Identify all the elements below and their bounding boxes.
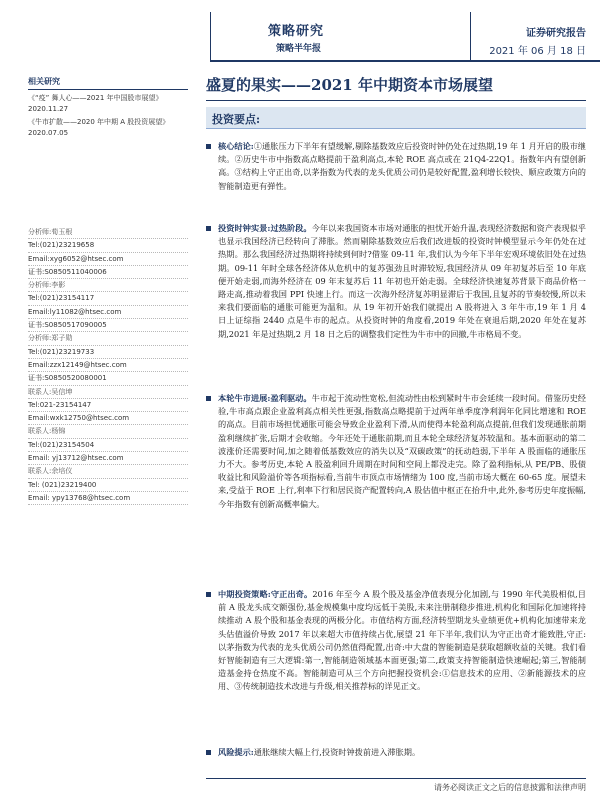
key-points-bar	[206, 107, 586, 129]
analyst-cert: 证书:S0850511040006	[28, 266, 188, 279]
analyst-cert: 证书:S0850520080001	[28, 372, 188, 385]
bullet-text: 牛市起于流动性宽松,但流动性由松到紧时牛市会延续一段时间。借鉴历史经验,牛市高点跟企业盈利高点相关性更强,指数高点略提前于过两年单季度净利润年化同比增速和 ROE 的高点。目前市场担忧通胀可能会导致企业盈利下滑,从而使得本轮盈利高点提前,但我们发现通胀前期盈利继续扩张,后期才会收缩。今年还处于通胀前期,而且本轮全球经济复苏较温和。基本面驱动的第二波涨价还需要时间,加之随着低基数效应的消失以及“双碳政策”的抚动趋弱,下半年 A 股面临的通胀压力不大。参考历史,本轮 A 股盈利回升周期在时间和空间上都没走完。除了盈利指标,从 PE/PB、股债收益比和风险溢价等各项指标看,当前牛市顶点市场情绪为 100 度,当前市场大概在 60-65 度。展望未来,受益于 ROE 上行,利率下行和居民资产配置转向,A 股估值中枢正在抬升中,此外,参考历史年度振幅,今年指数有创新高概率偏大。	[218, 393, 586, 509]
analyst-name: 分析师:李影	[28, 279, 188, 292]
bullet-square-icon	[206, 144, 211, 149]
bullet-text: 今年以来我国资本市场对通胀的担忧开始升温,表现经济数据和资产表现似乎也显示我国经济已经转向了滞胀。然而剔除基数效应后我们改进版的投资时钟模型显示今年仍处在过热期。那么我国经济过热期将持续到何时?借鉴 09-11 年,我们认为今年下半年宏观环境依旧处在过热期。09-11 年时全球各经济体从危机中的复苏强劲且时滞较短,我国经济从 09 年初复苏后至 10 年底便开始走弱,而海外经济在 09 年末复苏后 11 年初也开始走弱。全球经济快速复苏背景下商品价格一路走高,推动着我国 PPI 快速上行。而这一次海外经济复苏明显滞后于我国,且复苏的节奏较慢,所以未来我们要面临的通胀可能更为温和。从 19 年初开始我们就提出 A 股将进入 3 年牛市,19 年 1 月 4 日上证综指 2440 点是牛市的起点。从投资时钟的角度看,2019 年处在衰退后期,2020 年处在复苏期,2021 年是过热期,2 月 18 日之后的调整我们定性为牛市中的回撤,牛市格局不变。	[218, 223, 586, 339]
contact-card	[28, 465, 188, 505]
bullet-text: 2016 年至今 A 股个股及基金净值表现分化加剧,与 1990 年代美股相似,目前 A 股龙头成交额强份,基金规模集中度均远低于美股,未来注册制稳步推进,机构化和国际化加速将持续推动 A 股个股和基金表现的两极分化。市值结构方面,经济转型期龙头业绩更优+机构化加速带来龙头估值溢价导致 2017 年以来超大市值持续占优,展望 21 年下半年,我们认为守正出奇才能致胜,守正:以茅指数为代表的龙头优质公司仍然值得配置,出奇:中大盘的智能制造是获取超额收益的关键。我们看好智能制造有三大逻辑:第一,智能制造领域基本面更强;第二,政策支持智能制造快速崛起;第三,智能制造基金持仓热度不高。智能制造可从三个方向把握投资机会:①信息技术的应用、②新能源技术的应用、③传统制造技术改进与升级,相关推荐标的详见正文。	[218, 589, 586, 692]
bullet-lead: 投资时钟实景:过热阶段。	[218, 223, 312, 233]
contact-card	[28, 386, 188, 426]
analyst-tel: Tel:(021)23154117	[28, 292, 188, 305]
bullet-core-conclusion	[206, 140, 586, 193]
bullet-lead: 核心结论:	[218, 141, 254, 151]
analyst-email[interactable]: Email:zzx12149@htsec.com	[28, 359, 188, 372]
contact-email[interactable]: Email:wxk12750@htsec.com	[28, 412, 188, 425]
analyst-name: 分析师:郑子勋	[28, 332, 188, 345]
header-subtitle: 策略半年报	[276, 44, 322, 54]
analyst-tel: Tel:(021)23219733	[28, 346, 188, 359]
header-rule	[210, 60, 600, 62]
analyst-tel: Tel:(021)23219658	[28, 239, 188, 252]
bullet-square-icon	[206, 396, 211, 401]
bullet-text: 通胀继续大幅上行,投资时钟拨前进入滞胀期。	[253, 747, 421, 757]
header-divider	[470, 12, 471, 60]
bullet-lead: 本轮牛市进展:盈利驱动。	[218, 393, 312, 403]
footer-disclaimer: 请务必阅读正文之后的信息披露和法律声明	[434, 783, 586, 792]
contact-tel: Tel:021-23154147	[28, 399, 188, 412]
bullet-square-icon	[206, 226, 211, 231]
bullet-text: ①通胀压力下半年有望缓解,剔除基数效应后投资时钟仍处在过热期,19 年 1 月开启的股市继续。②历史牛市中指数高点略提前于盈利高点,本轮 ROE 高点或在 21Q4-22Q1。指数年内有望创新高。③结构上守正出奇,以茅指数为代表的龙头优质公司仍是较好配置,盈利增长较快、顺应政策方向的智能制造更有弹性。	[218, 141, 586, 191]
contact-tel: Tel:(021)23154504	[28, 439, 188, 452]
analyst-card	[28, 332, 188, 385]
contact-email[interactable]: Email: yj13712@htsec.com	[28, 452, 188, 465]
analyst-name: 分析师:荀玉根	[28, 226, 188, 239]
bullet-square-icon	[206, 750, 211, 755]
bullet-risk-warning	[206, 746, 586, 759]
bullet-lead: 中期投资策略:守正出奇。	[218, 589, 313, 599]
analyst-cert: 证书:S0850517090005	[28, 319, 188, 332]
report-type: 证券研究报告	[526, 28, 586, 39]
report-date: 2021 年 06 月 18 日	[489, 46, 586, 57]
related-heading: 相关研究	[28, 76, 188, 90]
title-rule	[206, 100, 586, 101]
related-item[interactable]: 《“疫” 舞人心——2021 年中国股市展望》2020.11.27	[28, 94, 163, 113]
key-points-label: 投资要点:	[212, 113, 261, 126]
footer-rule	[206, 778, 586, 779]
related-research	[28, 76, 188, 141]
report-title: 盛夏的果实——2021 年中期资本市场展望	[206, 76, 493, 94]
analyst-card	[28, 279, 188, 332]
analyst-list	[28, 226, 188, 505]
contact-email[interactable]: Email: ypy13768@htsec.com	[28, 492, 188, 505]
bullet-mid-year-strategy	[206, 588, 586, 694]
bullet-bull-market-progress	[206, 392, 586, 511]
bullet-investment-clock	[206, 222, 586, 341]
analyst-email[interactable]: Email:xyg6052@htsec.com	[28, 253, 188, 266]
contact-card	[28, 425, 188, 465]
contact-name: 联系人:吴信坤	[28, 386, 188, 399]
header-title: 策略研究	[268, 24, 325, 39]
contact-tel: Tel: (021)23219400	[28, 479, 188, 492]
bullet-square-icon	[206, 592, 211, 597]
analyst-card	[28, 226, 188, 279]
contact-name: 联系人:杨锦	[28, 425, 188, 438]
related-item[interactable]: 《牛市扩散——2020 年中期 A 股投资展望》2020.07.05	[28, 118, 170, 137]
analyst-email[interactable]: Email:ly11082@htsec.com	[28, 306, 188, 319]
contact-name: 联系人:余培仪	[28, 465, 188, 478]
bullet-lead: 风险提示:	[218, 747, 254, 757]
